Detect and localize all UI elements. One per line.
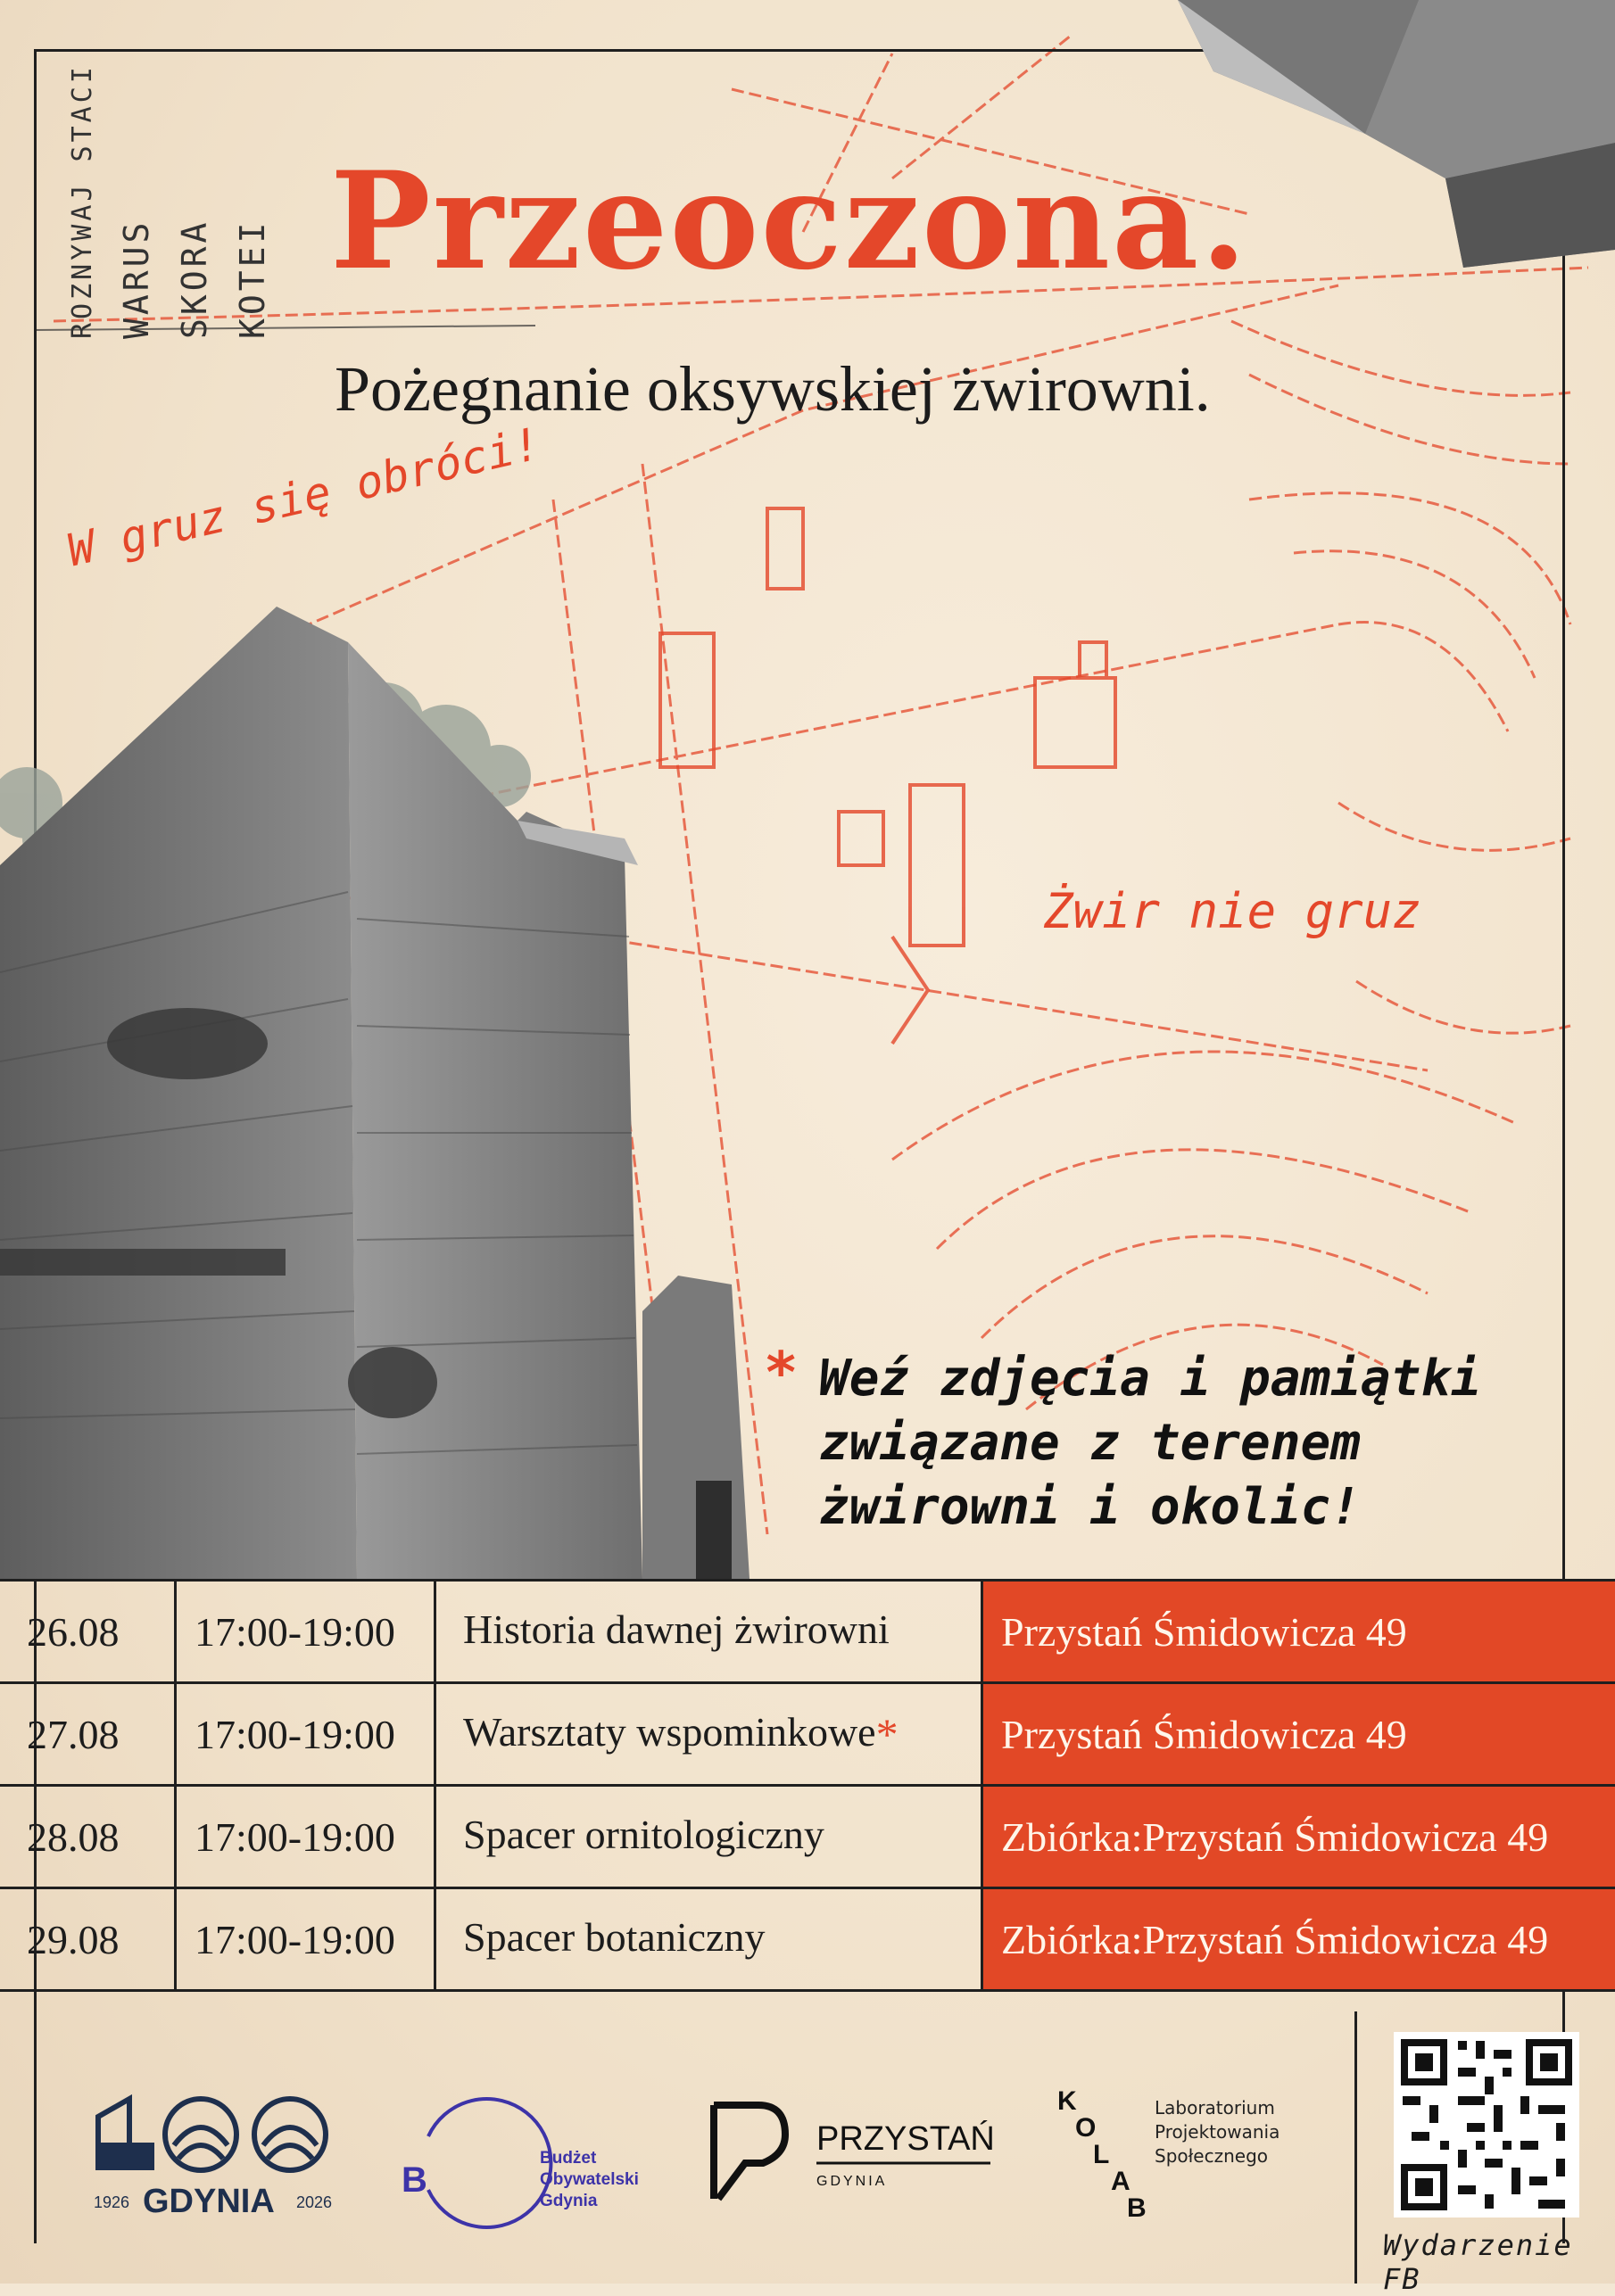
event-title [435,1888,982,1991]
przystan-name: PRZYSTAŃ [816,2119,995,2158]
note-line: żwirowni i okolic! [776,1475,1481,1540]
gdynia-100-logo [89,2092,348,2234]
qr-code[interactable] [1394,2032,1579,2218]
kolab-line: Społecznego [1155,2144,1280,2168]
qr-label: Wydarzenie FB [1383,2228,1615,2296]
note-line: Weź zdjęcia i pamiątki [776,1347,1481,1411]
schedule-row [0,1683,1615,1786]
event-place: Przystań Śmidowicza 49 [982,1683,1615,1786]
przystan-city: GDYNIA [816,2174,887,2189]
schedule-table [0,1579,1615,1992]
kolab-letter: A [1111,2167,1130,2196]
kolab-letter: O [1075,2113,1096,2143]
gdynia-name: GDYNIA [143,2183,275,2220]
event-time: 17:00-19:00 [176,1888,435,1991]
event-date: 26.08 [0,1581,176,1683]
kolab-letter: K [1057,2086,1077,2116]
stamp-text [49,36,281,357]
event-place: Przystań Śmidowicza 49 [982,1581,1615,1683]
stamp-line: ROZNYWAJ STACI [67,63,98,339]
przystan-logo [709,2101,1004,2208]
asterisk-icon: * [764,1342,799,1406]
budzet-line: Gdynia [540,2192,598,2210]
event-date: 29.08 [0,1888,176,1991]
kolab-line: Projektowania [1155,2120,1280,2144]
gdynia-year-right: 2026 [296,2193,332,2211]
bring-photos-note [776,1347,1481,1540]
gdynia-year-left: 1926 [94,2193,129,2211]
tagline-gravel: Żwir nie gruz [1044,883,1421,939]
event-date: 28.08 [0,1786,176,1888]
stamp-line: KOTEI [233,219,272,339]
event-asterisk: * [876,1709,899,1759]
poster-title: Przeoczona. [330,143,1249,300]
event-date: 27.08 [0,1683,176,1786]
tagline-rubble: W gruz się obróci! [62,417,545,576]
event-title-text: Warsztaty wspominkowe [463,1709,876,1755]
kolab-letter: L [1093,2140,1109,2169]
schedule-row [0,1888,1615,1991]
kolab-logo [1048,2083,1155,2226]
note-line: związane z terenem [776,1411,1481,1475]
event-title [435,1683,982,1786]
kolab-description [1155,2096,1280,2168]
kolab-line: Laboratorium [1155,2096,1280,2120]
event-time: 17:00-19:00 [176,1683,435,1786]
event-title-text: Spacer botaniczny [463,1914,765,1960]
event-title-text: Historia dawnej żwirowni [463,1606,890,1652]
budzet-letter: B [402,2160,427,2200]
budzet-line: Budżet [540,2149,597,2168]
kolab-letter: B [1127,2193,1147,2223]
budzet-obywatelski-logo [393,2083,660,2234]
bunker-photo [0,598,785,1579]
event-title [435,1786,982,1888]
event-time: 17:00-19:00 [176,1786,435,1888]
event-place: Zbiórka:Przystań Śmidowicza 49 [982,1888,1615,1991]
event-time: 17:00-19:00 [176,1581,435,1683]
budzet-line: Obywatelski [540,2170,639,2189]
footer-divider [1354,2011,1357,2284]
event-place: Zbiórka:Przystań Śmidowicza 49 [982,1786,1615,1888]
event-title [435,1581,982,1683]
poster-subtitle: Pożegnanie oksywskiej żwirowni. [335,352,1211,426]
schedule-row [0,1786,1615,1888]
stamp-line: SKORA [175,219,214,339]
schedule-row [0,1581,1615,1683]
event-title-text: Spacer ornitologiczny [463,1812,824,1857]
stamp-line: WARUS [117,219,156,339]
